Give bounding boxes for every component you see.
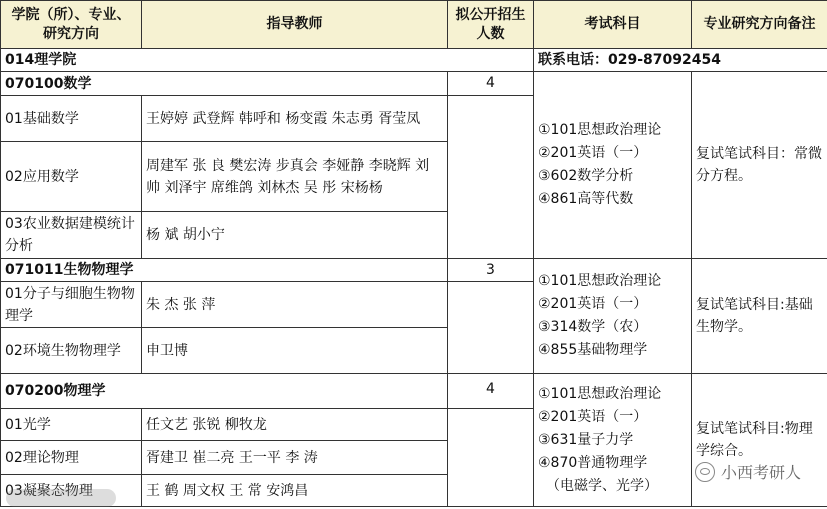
count-spacer [448,282,534,374]
major-row [1,259,827,282]
subject-item: ①101思想政治理论 [538,385,662,402]
direction-name: 01基础数学 [1,96,142,142]
subject-item: （电磁学、光学） [546,477,658,494]
college-name: 014理学院 [1,49,534,72]
major-count: 3 [448,259,534,282]
major-note: 复试笔试科目：常微分方程。 [692,72,827,259]
header-notes: 专业研究方向备注 [692,1,827,49]
major-subjects [534,259,692,374]
major-row [1,374,827,409]
subject-item: ①101思想政治理论 [538,273,662,289]
major-count: 4 [448,374,534,409]
major-count: 4 [448,72,534,96]
direction-teachers: 胥建卫 崔二亮 王一平 李 涛 [142,441,448,475]
major-row [1,72,827,96]
direction-teachers: 周建军 张 良 樊宏涛 步真会 李娅静 李晓辉 刘 帅 刘泽宇 席维鸽 刘林杰 吴 彤 宋杨杨 [142,142,448,212]
college-row [1,49,827,72]
wechat-icon [695,462,715,482]
subject-item: ①101思想政治理论 [538,122,662,138]
direction-name: 03凝聚态物理 [1,475,142,507]
subject-item: ②201英语（一） [538,296,648,312]
major-name: 070200物理学 [1,374,448,409]
subject-item: ③631量子力学 [538,431,634,448]
direction-name: 01光学 [1,409,142,441]
major-name: 071011生物物理学 [1,259,448,282]
direction-name: 01分子与细胞生物物理学 [1,282,142,328]
direction-name: 02应用数学 [1,142,142,212]
direction-teachers: 任文艺 张锐 柳牧龙 [142,409,448,441]
direction-teachers: 申卫博 [142,328,448,374]
watermark-text: 小西考研人 [720,463,801,482]
college-contact: 联系电话：029-87092454 [534,49,827,72]
watermark [695,460,801,483]
major-subjects [534,72,692,259]
subject-item: ③314数学（农） [538,319,648,335]
watermark-blur [6,489,116,507]
subject-item: ④870普通物理学 [538,454,648,471]
header-subjects: 考试科目 [534,1,692,49]
count-spacer [448,96,534,259]
subject-item: ②201英语（一） [538,145,648,161]
header-teacher: 指导教师 [142,1,448,49]
direction-teachers: 杨 斌 胡小宁 [142,212,448,259]
direction-teachers: 王婷婷 武登辉 韩呼和 杨变霞 朱志勇 胥莹凤 [142,96,448,142]
major-note: 复试笔试科目:基础生物学。 [692,259,827,374]
subject-item: ②201英语（一） [538,408,648,425]
direction-teachers: 王 鹤 周文权 王 常 安鸿昌 [142,475,448,507]
count-spacer [448,409,534,507]
header-row [1,1,827,49]
direction-teachers: 朱 杰 张 萍 [142,282,448,328]
major-subjects [534,374,692,507]
major-name: 070100数学 [1,72,448,96]
major-note: 复试笔试科目:物理学综合。 [692,374,827,507]
subject-item: ④861高等代数 [538,191,634,207]
subject-item: ③602数学分析 [538,168,634,184]
header-college: 学院（所）、专业、研究方向 [1,1,142,49]
direction-name: 02环境生物物理学 [1,328,142,374]
direction-name: 03农业数据建模统计分析 [1,212,142,259]
subject-item: ④855基础物理学 [538,342,648,358]
header-count: 拟公开招生人数 [448,1,534,49]
direction-name: 02理论物理 [1,441,142,475]
